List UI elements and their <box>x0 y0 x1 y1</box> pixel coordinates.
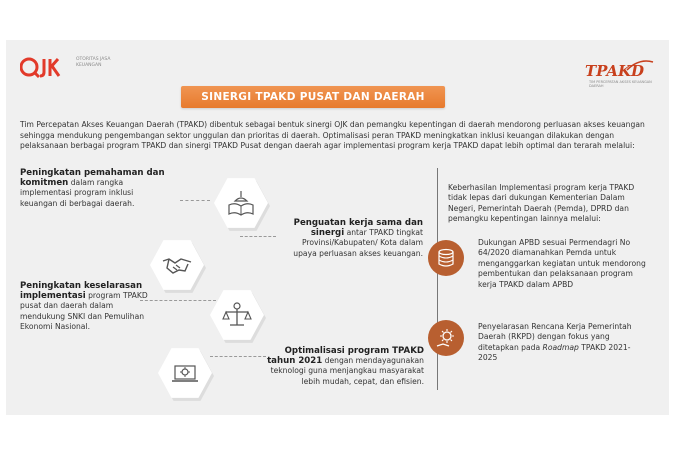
handshake-icon <box>161 253 193 277</box>
ojk-logo-subtitle: OTORITAS JASA KEUANGAN <box>76 57 111 68</box>
connector-line <box>180 200 210 201</box>
coins-icon <box>435 247 457 269</box>
right-intro: Keberhasilan Implementasi program kerja TPAKD tidak lepas dari dukungan Kementerian Dalam Negeri, Pemerintah Daerah (Pemda), DPRD dan pemangku kepentingan lainnya melalui: <box>448 183 635 224</box>
item-2-text <box>278 218 423 259</box>
tpakd-logo-text: TPAKD <box>585 62 645 80</box>
tpakd-swoosh-icon <box>625 58 655 72</box>
book-lamp-icon <box>226 189 256 217</box>
connector-line <box>140 300 216 301</box>
gear-hand-icon <box>435 327 457 349</box>
title-banner <box>181 86 445 108</box>
item-1-heading: Peningkatan pemahaman dan komitmen <box>20 168 165 189</box>
right-point-2-before: Penyelarasan Rencana Kerja Pemerintah Daerah (RKPD) dengan fokus yang ditetapkan pada <box>478 322 632 352</box>
intro-paragraph: Tim Percepatan Akses Keuangan Daerah (TPAKD) dibentuk sebagai bentuk sinergi OJK dan pemangku kepentingan di daerah mendorong perluasan akses keuangan sehingga mendukung pengembangan sektor unggulan dan prioritas di daerah. Optimalisasi peran TPAKD meningkatkan inklusi keuangan dilakukan dengan pelaksanaan berbagai program TPAKD dan sinergi TPAKD Pusat dengan daerah agar implementasi program kerja TPAKD dapat lebih optimal dan terarah melalui: <box>20 120 645 151</box>
ojk-logo-mark <box>20 54 76 82</box>
item-1-text <box>20 168 170 209</box>
item-2-heading: Penguatan kerja sama dan sinergi <box>293 218 423 239</box>
hex-book-lamp <box>214 176 268 230</box>
right-point-2-italic: Roadmap <box>542 342 579 352</box>
item-4-heading: Optimalisasi program TPAKD tahun 2021 <box>267 346 424 367</box>
coins-circle <box>428 240 464 276</box>
vertical-divider <box>437 168 438 390</box>
item-4-body: dengan mendayagunakan teknologi guna menjangkau masyarakat lebih mudah, cepat, dan efisien. <box>270 356 424 386</box>
tpakd-logo <box>585 58 655 88</box>
item-3-heading: Peningkatan keselarasan implementasi <box>20 281 143 302</box>
right-point-1: Dukungan APBD sesuai Permendagri No 64/2020 diamanahkan Pemda untuk menganggarkan kegiatan untuk mendorong pembentukan dan pelaksanaan program kerja TPAKD dalam APBD <box>478 238 646 289</box>
item-1-body: dalam rangka implementasi program inklusi keuangan di berbagai daerah. <box>20 178 135 208</box>
right-point-2-after: TPAKD 2021-2025 <box>478 342 631 363</box>
right-point-2 <box>478 322 648 364</box>
gear-hand-circle <box>428 320 464 356</box>
balance-scale-icon <box>222 301 252 329</box>
hex-handshake <box>150 238 204 292</box>
item-3-body: program TPAKD pusat dan daerah dalam mendukung SNKI dan Pemulihan Ekonomi Nasional. <box>20 291 148 331</box>
ojk-logo <box>20 54 140 84</box>
page-title: SINERGI TPAKD PUSAT DAN DAERAH <box>201 91 425 103</box>
tpakd-logo-subtitle: TIM PERCEPATAN AKSES KEUANGAN DAERAH <box>589 80 652 88</box>
connector-line <box>240 236 276 237</box>
hex-balance-scale <box>210 288 264 342</box>
item-3-text <box>20 281 150 332</box>
laptop-gear-icon <box>170 360 200 386</box>
item-2-body: antar TPAKD tingkat Provinsi/Kabupaten/ Kota dalam upaya perluasan akses keuangan. <box>293 228 423 258</box>
item-4-text <box>256 346 424 387</box>
hex-laptop-gear <box>158 346 212 400</box>
